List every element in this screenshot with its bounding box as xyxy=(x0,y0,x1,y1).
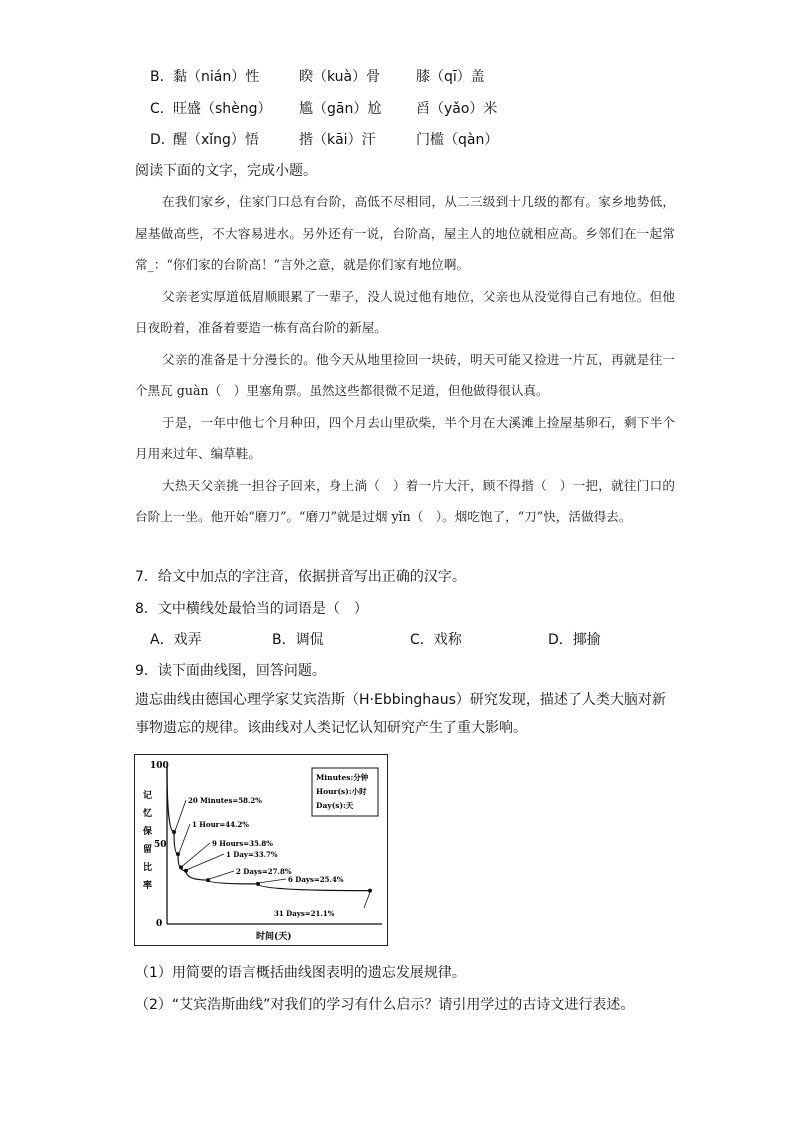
reading-prompt: 阅读下面的文字，完成小题。 xyxy=(135,163,317,179)
option-b-item-2: 睽（kuà）骨 xyxy=(299,69,381,85)
passage-paragraph-4: 于是，一年中他七个月种田，四个月去山里砍柴，半个月在大溪滩上捡屋基卵石，剩下半个月用来过年、编草鞋。 xyxy=(135,414,675,461)
y-axis-label-char: 留 xyxy=(143,845,153,855)
forgetting-curve-chart xyxy=(134,754,388,946)
y-tick-0: 0 xyxy=(156,919,163,929)
reading-passage xyxy=(135,186,675,533)
legend-hours: Hour(s):小时 xyxy=(316,787,367,796)
passage-paragraph-1: 在我们家乡，住家门口总有台阶，高低不尽相同，从二三级到十几级的都有。家乡地势低，屋基做高些，不大容易进水。另外还有一说，台阶高，屋主人的地位就相应高。乡邻们在一起常常_：“你们家的台阶高！”言外之意，就是你们家有地位啊。 xyxy=(135,194,675,272)
legend-minutes: Minutes:分钟 xyxy=(316,773,369,782)
option-b-item-1: 黏（nián）性 xyxy=(173,69,260,85)
option-b-item-3: 膝（qī）盖 xyxy=(416,69,485,85)
option-c-letter: C． xyxy=(150,101,174,117)
q8-option-c: C．戏称 xyxy=(410,632,462,648)
question-9: 9．读下面曲线图，回答问题。 xyxy=(135,663,326,679)
q8-option-b: B．调侃 xyxy=(272,632,324,648)
q8-option-d: D．揶揄 xyxy=(548,632,601,648)
data-label: 9 Hours=35.8% xyxy=(212,839,273,848)
option-c-item-3: 舀（yǎo）米 xyxy=(416,101,498,117)
data-label: 6 Days=25.4% xyxy=(288,875,344,884)
data-label: 31 Days=21.1% xyxy=(274,909,335,918)
question-7: 7．给文中加点的字注音，依据拼音写出正确的汉字。 xyxy=(135,569,466,585)
x-axis-label: 时间(天) xyxy=(256,932,292,942)
y-axis-label-char: 率 xyxy=(143,881,153,891)
data-label: 1 Day=33.7% xyxy=(226,850,278,859)
y-axis-label-char: 保 xyxy=(143,827,153,837)
sub-question-2: （2）“艾宾浩斯曲线”对我们的学习有什么启示？请引用学过的古诗文进行表述。 xyxy=(135,997,635,1013)
y-tick-50: 50 xyxy=(154,840,167,850)
legend-days: Day(s):天 xyxy=(316,801,354,810)
passage-paragraph-2: 父亲老实厚道低眉顺眼累了一辈子，没人说过他有地位，父亲也从没觉得自己有地位。但他日夜盼着，准备着要造一栋有高台阶的新屋。 xyxy=(135,288,675,335)
option-d-item-2: 揩（kāi）汗 xyxy=(299,132,376,148)
option-d-item-3: 门槛（qàn） xyxy=(416,132,499,148)
option-d-item-1: 醒（xǐng）悟 xyxy=(173,132,259,148)
data-label: 2 Days=27.8% xyxy=(236,867,292,876)
y-tick-100: 100 xyxy=(150,761,169,771)
passage-paragraph-5: 大热天父亲挑一担谷子回来，身上淌（ ）着一片大汗，顾不得揩（ ）一把，就往门口的台阶上一坐。他开始“磨刀”。“磨刀”就是过烟 yǐn（ ）。烟吃饱了，“刀”快，活做得去。 xyxy=(135,477,675,524)
q8-option-a: A．戏弄 xyxy=(150,632,202,648)
question-9-intro: 遗忘曲线由德国心理学家艾宾浩斯（H·Ebbinghaus）研究发现，描述了人类大脑对新事物遗忘的规律。该曲线对人类记忆认知研究产生了重大影响。 xyxy=(135,692,666,736)
question-8: 8．文中横线处最恰当的词语是（ ） xyxy=(135,601,368,617)
option-c-item-2: 尴（gān）尬 xyxy=(299,101,382,117)
y-axis-label-char: 记 xyxy=(143,791,153,801)
y-axis-label-char: 比 xyxy=(143,863,153,873)
y-axis-label-char: 忆 xyxy=(143,809,153,819)
chart-svg xyxy=(134,754,388,946)
data-label: 20 Minutes=58.2% xyxy=(188,796,262,805)
data-label: 1 Hour=44.2% xyxy=(192,820,249,829)
sub-question-1: （1）用简要的语言概括曲线图表明的遗忘发展规律。 xyxy=(135,965,466,981)
option-d-letter: D． xyxy=(150,132,175,148)
option-c-item-1: 旺盛（shèng） xyxy=(173,101,272,117)
passage-paragraph-3: 父亲的准备是十分漫长的。他今天从地里捡回一块砖，明天可能又捡进一片瓦，再就是往一个黑瓦 guàn（ ）里塞角票。虽然这些都很微不足道，但他做得很认真。 xyxy=(135,351,675,398)
option-b-letter: B． xyxy=(150,69,174,85)
